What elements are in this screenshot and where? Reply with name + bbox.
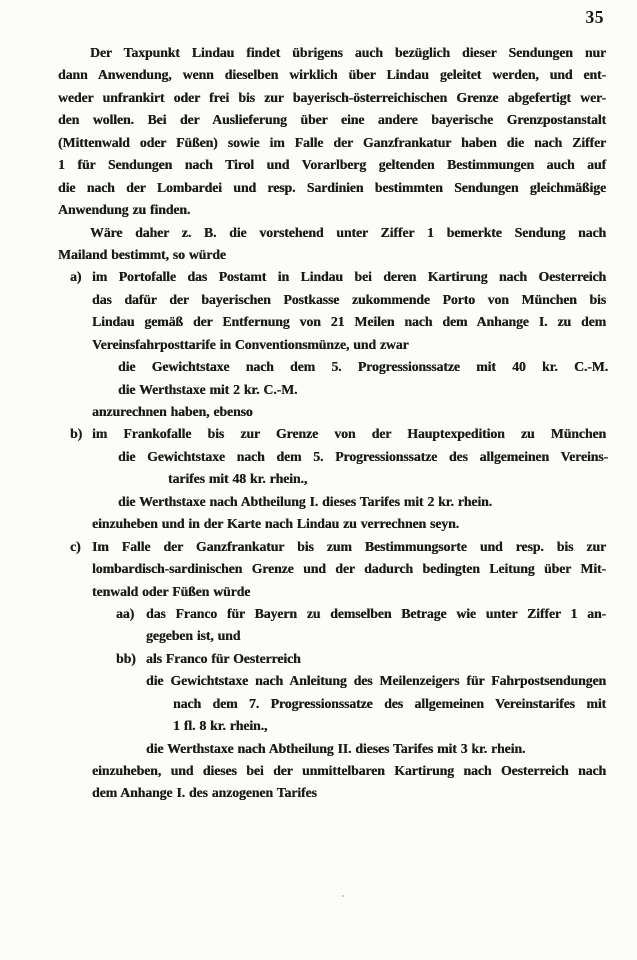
text-line bbox=[118, 446, 608, 468]
text-line bbox=[92, 334, 606, 356]
line-text: Im Falle der Ganzfrankatur bis zum Bestimmungsorte und resp. bis zur bbox=[92, 538, 606, 554]
line-text: die Werthstaxe nach Abtheilung I. dieses Tarifes mit 2 kr. rhein. bbox=[118, 493, 492, 509]
line-text: die Gewichtstaxe nach dem 5. Progressionssatze des allgemeinen Vereins- bbox=[118, 448, 608, 464]
text-line bbox=[146, 625, 606, 647]
text-line bbox=[92, 581, 606, 603]
line-text: das Franco für Bayern zu demselben Betrage wie unter Ziffer 1 an- bbox=[146, 605, 606, 621]
line-text: (Mittenwald oder Füßen) sowie im Falle der Ganzfrankatur haben die nach Ziffer bbox=[58, 134, 606, 150]
text-line bbox=[173, 693, 606, 715]
page-text bbox=[0, 42, 637, 805]
list-marker: a) bbox=[70, 269, 82, 285]
text-line bbox=[173, 715, 606, 737]
line-text: gegeben ist, und bbox=[146, 628, 241, 644]
text-line bbox=[92, 311, 606, 333]
text-line bbox=[58, 87, 606, 109]
line-text: die nach der Lombardei und resp. Sardinien bestimmten Sendungen gleichmäßige bbox=[58, 179, 606, 195]
line-text: weder unfrankirt oder frei bis zur bayerisch-österreichischen Grenze abgefertigt wer- bbox=[58, 89, 606, 105]
list-marker: bb) bbox=[116, 650, 136, 666]
text-line bbox=[58, 64, 606, 86]
text-line bbox=[118, 491, 608, 513]
text-line bbox=[90, 42, 606, 64]
text-line bbox=[118, 356, 608, 378]
line-text: dem Anhange I. des anzogenen Tarifes bbox=[92, 785, 317, 801]
line-text: dann Anwendung, wenn dieselben wirklich über Lindau geleitet werden, und ent- bbox=[58, 67, 606, 83]
line-text: tarifes mit 48 kr. rhein., bbox=[168, 471, 308, 487]
line-text: die Gewichtstaxe nach dem 5. Progressionssatze mit 40 kr. C.-M. bbox=[118, 359, 608, 375]
text-line bbox=[116, 603, 606, 625]
line-text: im Portofalle das Postamt in Lindau bei deren Kartirung nach Oesterreich bbox=[92, 269, 606, 285]
text-line bbox=[92, 782, 606, 804]
text-line bbox=[116, 648, 606, 670]
line-text: nach dem 7. Progressionssatze des allgemeinen Vereinstarifes mit bbox=[173, 695, 606, 711]
line-text: lombardisch-sardinischen Grenze und der dadurch bedingten Leitung über Mit- bbox=[92, 561, 606, 577]
text-line bbox=[168, 468, 608, 490]
line-text: die Werthstaxe nach Abtheilung II. dieses Tarifes mit 3 kr. rhein. bbox=[146, 740, 526, 756]
text-line bbox=[146, 738, 606, 760]
line-text: Wäre daher z. B. die vorstehend unter Ziffer 1 bemerkte Sendung nach bbox=[90, 224, 606, 240]
text-line bbox=[92, 513, 606, 535]
line-text: einzuheben, und dieses bei der unmittelbaren Kartirung nach Oesterreich nach bbox=[92, 763, 606, 778]
text-line bbox=[58, 199, 606, 221]
line-text: im Frankofalle bis zur Grenze von der Hauptexpedition zu München bbox=[92, 426, 606, 442]
text-line bbox=[58, 132, 606, 154]
list-marker: c) bbox=[70, 538, 81, 554]
line-text: Der Taxpunkt Lindau findet übrigens auch bezüglich dieser Sendungen nur bbox=[90, 45, 606, 60]
line-text: das dafür der bayerischen Postkasse zukommende Porto von München bis bbox=[92, 291, 606, 307]
line-text: anzurechnen haben, ebenso bbox=[92, 404, 253, 419]
list-marker: b) bbox=[70, 426, 83, 442]
text-line bbox=[70, 423, 606, 445]
text-line bbox=[92, 401, 606, 423]
text-line bbox=[92, 558, 606, 580]
text-line bbox=[146, 670, 606, 692]
text-line bbox=[118, 379, 608, 401]
line-text: die Werthstaxe mit 2 kr. C.-M. bbox=[118, 381, 298, 397]
line-text: 1 fl. 8 kr. rhein., bbox=[173, 718, 268, 734]
text-line bbox=[92, 289, 606, 311]
line-text: Lindau gemäß der Entfernung von 21 Meilen nach dem Anhange I. zu dem bbox=[92, 314, 606, 330]
text-line bbox=[70, 266, 606, 288]
line-text: als Franco für Oesterreich bbox=[146, 650, 301, 666]
line-text: tenwald oder Füßen würde bbox=[92, 583, 251, 599]
paper-speck bbox=[342, 895, 344, 897]
line-text: einzuheben und in der Karte nach Lindau zu verrechnen seyn. bbox=[92, 516, 459, 532]
text-line bbox=[58, 244, 606, 266]
line-text: 1 für Sendungen nach Tirol und Vorarlberg geltenden Bestimmungen auch auf bbox=[58, 157, 606, 173]
line-text: den wollen. Bei der Auslieferung über eine andere bayerische Grenzpostanstalt bbox=[58, 112, 606, 128]
text-line bbox=[70, 536, 606, 558]
page-number: 35 bbox=[585, 7, 604, 27]
line-text: Mailand bestimmt, so würde bbox=[58, 246, 226, 262]
line-text: Vereinsfahrposttarife in Conventionsmünze, und zwar bbox=[92, 336, 409, 352]
text-line bbox=[58, 154, 606, 176]
list-marker: aa) bbox=[116, 605, 135, 621]
line-text: Anwendung zu finden. bbox=[58, 202, 191, 218]
text-line bbox=[58, 177, 606, 199]
text-line bbox=[92, 760, 606, 782]
text-line bbox=[90, 222, 606, 244]
line-text: die Gewichtstaxe nach Anleitung des Meilenzeigers für Fahrpostsendungen bbox=[146, 673, 606, 689]
text-line bbox=[58, 109, 606, 131]
